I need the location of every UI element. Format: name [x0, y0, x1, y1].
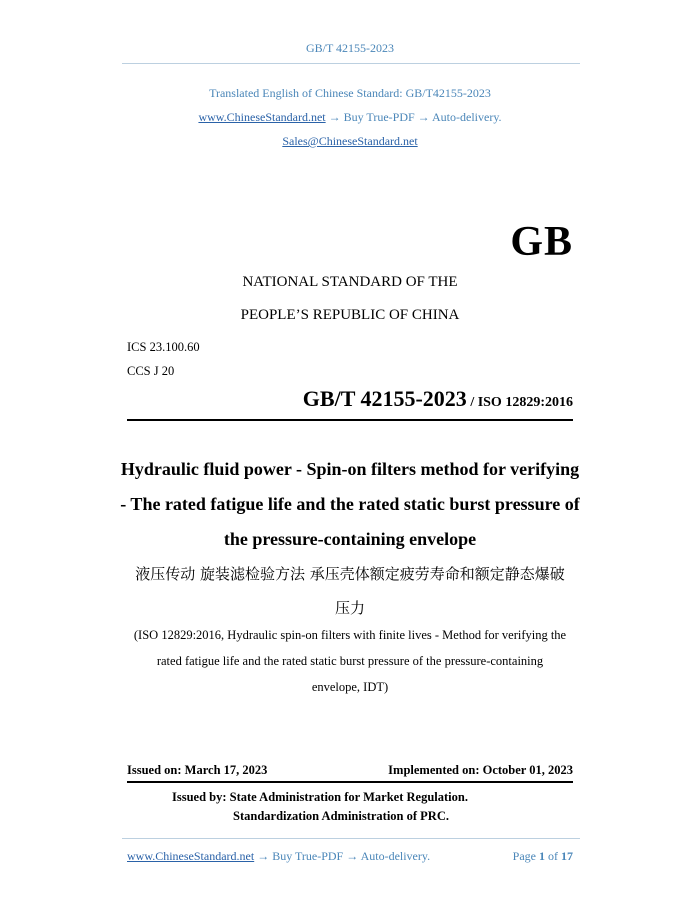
- buy-text: → Buy True-PDF → Auto-delivery.: [325, 110, 502, 124]
- total-pages: 17: [561, 849, 573, 863]
- iso-equivalent: / ISO 12829:2016: [466, 395, 573, 410]
- iso-description-line2: rated fatigue life and the rated static burst pressure of the pressure-containing: [156, 654, 544, 668]
- standard-number-rule: [127, 419, 573, 421]
- gb-logo: GB: [510, 219, 573, 265]
- standard-number-main: GB/T 42155-2023: [302, 386, 467, 411]
- issued-by-line1: Issued by: State Administration for Market Regulation.: [172, 790, 468, 804]
- footer-site-link[interactable]: www.ChineseStandard.net: [127, 849, 255, 863]
- title-en-line1: Hydraulic fluid power - Spin-on filters method for verifying: [120, 459, 580, 479]
- issued-on-date: Issued on: March 17, 2023: [127, 763, 268, 777]
- implemented-on-date: Implemented on: October 01, 2023: [388, 763, 573, 777]
- title-cn-line2: 压力: [334, 599, 365, 617]
- ics-code: ICS 23.100.60: [127, 340, 200, 354]
- ccs-code: CCS J 20: [127, 364, 175, 378]
- iso-description-line3: envelope, IDT): [311, 680, 389, 694]
- title-en-line2: - The rated fatigue life and the rated static burst pressure of: [120, 494, 580, 514]
- national-standard-line1: NATIONAL STANDARD OF THE: [242, 274, 458, 290]
- title-en-line3: the pressure-containing envelope: [223, 529, 477, 549]
- buy-line: [0, 110, 700, 125]
- issued-rule: [127, 781, 573, 783]
- title-cn-line1: 液压传动 旋装滤检验方法 承压壳体额定疲劳寿命和额定静态爆破: [135, 565, 565, 583]
- page-label: Page: [512, 849, 539, 863]
- page-indicator: [513, 849, 573, 864]
- header-divider: [122, 63, 580, 64]
- footer-divider: [122, 838, 580, 839]
- footer-buy-text: → Buy True-PDF → Auto-delivery.: [254, 849, 431, 863]
- translation-notice: Translated English of Chinese Standard: GB/T42155-2023: [209, 86, 491, 100]
- sales-email-link[interactable]: Sales@ChineseStandard.net: [282, 134, 418, 148]
- header-standard-code: GB/T 42155-2023: [305, 41, 395, 55]
- site-link[interactable]: www.ChineseStandard.net: [198, 110, 326, 124]
- iso-description-line1: (ISO 12829:2016, Hydraulic spin-on filters with finite lives - Method for verifying the: [133, 628, 567, 642]
- national-standard-line2: PEOPLE’S REPUBLIC OF CHINA: [240, 307, 460, 323]
- sales-line: [0, 134, 700, 149]
- standard-number: [303, 386, 573, 412]
- issued-by-line2: Standardization Administration of PRC.: [233, 809, 449, 823]
- of-label: of: [545, 849, 561, 863]
- footer-buy-line: [127, 849, 430, 864]
- page-number: 1: [539, 849, 545, 863]
